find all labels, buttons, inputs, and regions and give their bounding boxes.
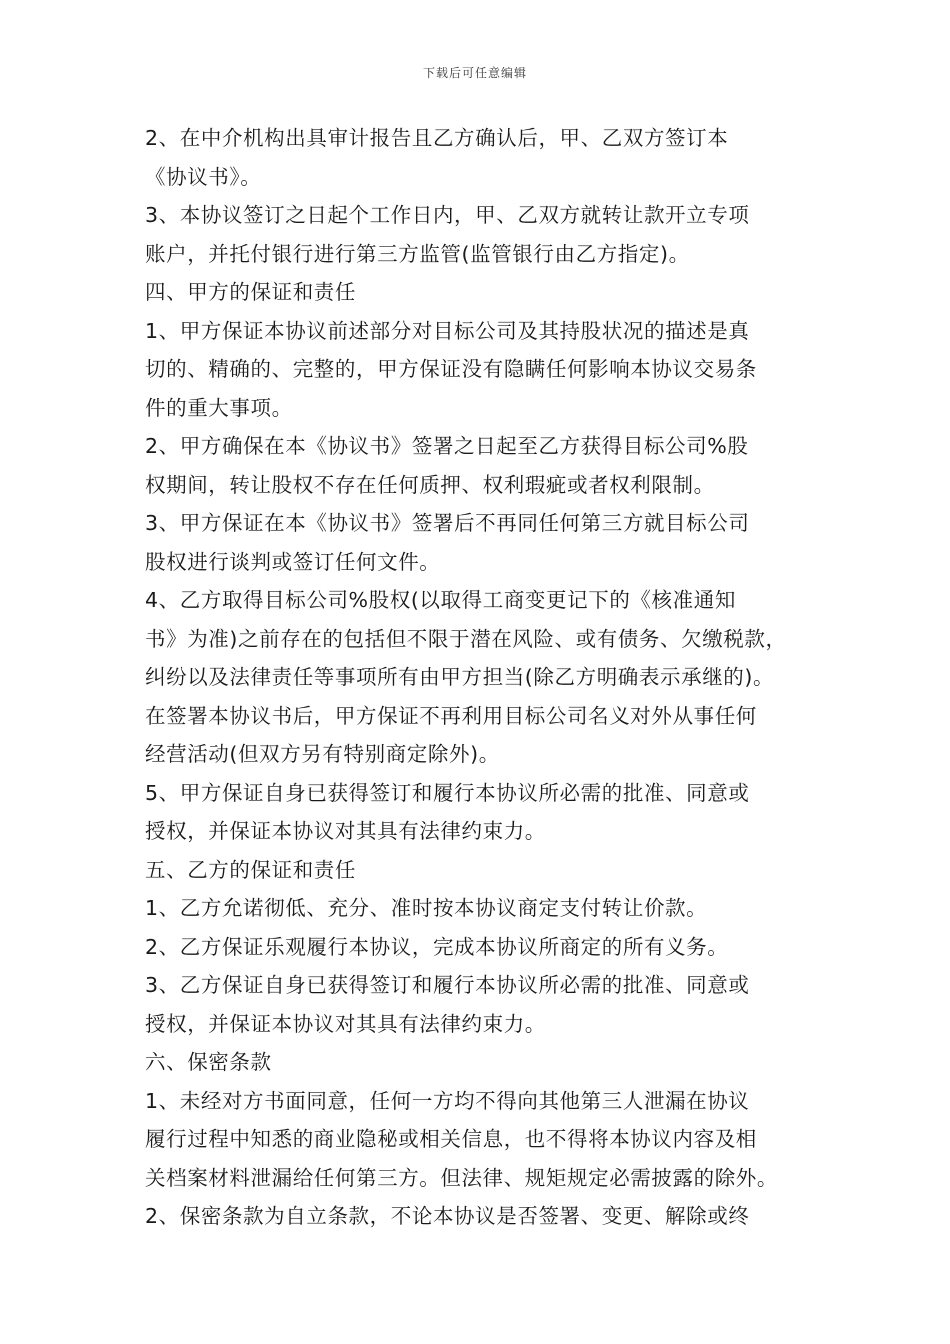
paragraph-p11 — [145, 928, 815, 967]
text-line: 3、甲方保证在本《协议书》签署后不再同任何第三方就目标公司 — [145, 511, 750, 535]
text-line: 授权，并保证本协议对其具有法律约束力。 — [145, 819, 546, 843]
text-line: 4、乙方取得目标公司%股权(以取得工商变更记下的《核准通知 — [145, 588, 736, 612]
text-line: 3、乙方保证自身已获得签订和履行本协议所必需的批准、同意或 — [145, 973, 750, 997]
paragraph-p7 — [145, 581, 815, 774]
text-line: 经营活动(但双方另有特别商定除外)。 — [145, 742, 500, 766]
text-line: 3、本协议签订之日起个工作日内，甲、乙双方就转让款开立专项 — [145, 203, 750, 227]
text-line: 权期间，转让股权不存在任何质押、权利瑕疵或者权利限制。 — [145, 472, 715, 497]
paragraph-p12 — [145, 966, 815, 1043]
page-header: 下载后可任意编辑 — [422, 66, 527, 80]
text-line: 账户，并托付银行进行第三方监管(监管银行由乙方指定)。 — [145, 241, 690, 266]
text-line: 五、乙方的保证和责任 — [145, 857, 356, 882]
text-line: 《协议书》。 — [145, 164, 262, 189]
document-body — [145, 119, 815, 1236]
text-line: 5、甲方保证自身已获得签订和履行本协议所必需的批准、同意或 — [145, 780, 750, 805]
text-line: 2、甲方确保在本《协议书》签署之日起至乙方获得目标公司%股 — [145, 434, 749, 458]
text-line: 纠纷以及法律责任等事项所有由甲方担当(除乙方明确表示承继的)。 — [145, 665, 775, 689]
text-line: 件的重大事项。 — [145, 395, 293, 420]
text-line: 在签署本协议书后，甲方保证不再利用目标公司名义对外从事任何 — [145, 703, 757, 728]
paragraph-p8 — [145, 774, 815, 851]
paragraph-p13 — [145, 1043, 815, 1082]
paragraph-p2 — [145, 196, 815, 273]
text-line: 2、乙方保证乐观履行本协议，完成本协议所商定的所有义务。 — [145, 934, 729, 959]
text-line: 六、保密条款 — [145, 1050, 272, 1074]
paragraph-p6 — [145, 504, 815, 581]
paragraph-p3 — [145, 273, 815, 312]
text-line: 切的、精确的、完整的，甲方保证没有隐瞒任何影响本协议交易条 — [145, 357, 757, 381]
text-line: 1、未经对方书面同意，任何一方均不得向其他第三人泄漏在协议 — [145, 1088, 750, 1113]
text-line: 四、甲方的保证和责任 — [145, 280, 356, 304]
paragraph-p10 — [145, 889, 815, 928]
paragraph-p1 — [145, 119, 815, 196]
text-line: 履行过程中知悉的商业隐秘或相关信息，也不得将本协议内容及相 — [145, 1127, 757, 1151]
text-line: 股权进行谈判或签订任何文件。 — [145, 549, 441, 574]
text-line: 1、乙方允诺彻低、充分、准时按本协议商定支付转让价款。 — [145, 896, 708, 920]
text-line: 1、甲方保证本协议前述部分对目标公司及其持股状况的描述是真 — [145, 318, 750, 343]
paragraph-p4 — [145, 312, 815, 428]
paragraph-p15 — [145, 1197, 815, 1236]
text-line: 2、保密条款为自立条款，不论本协议是否签署、变更、解除或终 — [145, 1204, 750, 1228]
text-line: 书》为准)之前存在的包括但不限于潜在风险、或有债务、欠缴税款， — [145, 626, 787, 651]
paragraph-p5 — [145, 427, 815, 504]
paragraph-p14 — [145, 1082, 815, 1198]
paragraph-p9 — [145, 851, 815, 890]
text-line: 授权，并保证本协议对其具有法律约束力。 — [145, 1011, 546, 1036]
text-line: 2、在中介机构出具审计报告且乙方确认后，甲、乙双方签订本 — [145, 126, 729, 150]
text-line: 关档案材料泄漏给任何第三方。但法律、规矩规定必需披露的除外。 — [145, 1165, 778, 1190]
